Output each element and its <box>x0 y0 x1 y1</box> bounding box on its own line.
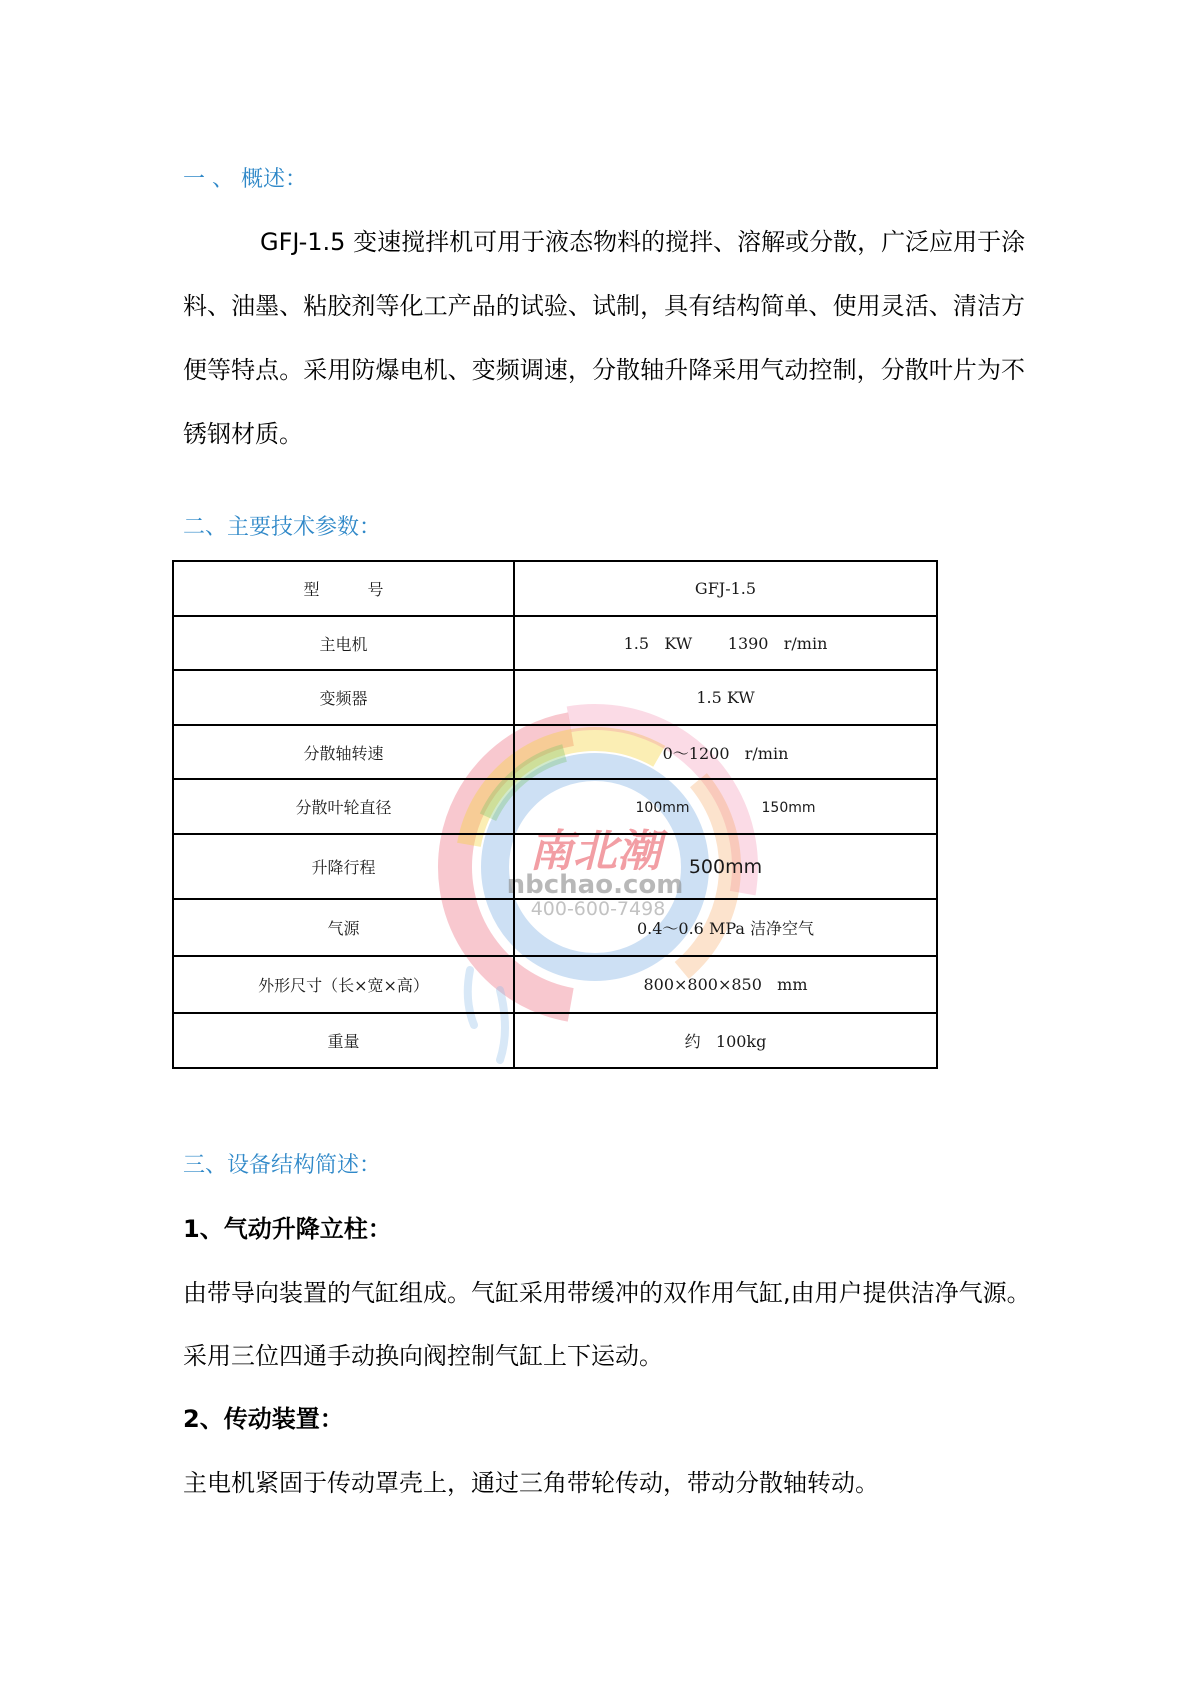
table-row <box>173 670 937 725</box>
param-value-pair <box>514 779 937 834</box>
param-label: 主电机 <box>173 616 514 670</box>
param-value: 100mm <box>635 800 690 816</box>
param-label: 分散叶轮直径 <box>173 779 514 834</box>
subsection-title-transmission: 2、传动装置： <box>183 1405 344 1433</box>
param-value: GFJ-1.5 <box>514 561 937 616</box>
param-value: 1.5 KW 1390 r/min <box>514 616 937 670</box>
table-row <box>173 561 937 616</box>
body-text-line: 由带导向装置的气缸组成。气缸采用带缓冲的双作用气缸,由用户提供洁净气源。 <box>183 1279 1031 1307</box>
overview-line: 便等特点。采用防爆电机、变频调速，分散轴升降采用气动控制，分散叶片为不 <box>183 356 1025 384</box>
param-label: 重量 <box>173 1013 514 1068</box>
parameters-table <box>172 560 938 1069</box>
overview-line: GFJ-1.5 变速搅拌机可用于液态物料的搅拌、溶解或分散，广泛应用于涂 <box>260 228 1026 256</box>
param-label: 气源 <box>173 899 514 956</box>
watermark-site: nbchao.com <box>506 870 684 900</box>
table-row <box>173 834 937 899</box>
param-value: 0～1200 r/min <box>514 725 937 779</box>
table-row <box>173 956 937 1013</box>
param-label: 升降行程 <box>173 834 514 899</box>
section-heading-overview: 一 、 概述： <box>183 167 307 192</box>
param-value: 500mm <box>514 834 937 899</box>
watermark-phone: 400-600-7498 <box>530 898 666 920</box>
param-label: 分散轴转速 <box>173 725 514 779</box>
table-row <box>173 725 937 779</box>
table-row <box>173 899 937 956</box>
param-label: 外形尺寸（长×宽×高） <box>173 956 514 1013</box>
table-row <box>173 1013 937 1068</box>
param-value: 0.4～0.6 MPa 洁净空气 <box>514 899 937 956</box>
table-row <box>173 779 937 834</box>
table-row <box>173 616 937 670</box>
param-value: 150mm <box>761 800 816 816</box>
param-label: 型 号 <box>173 561 514 616</box>
param-value: 约 100kg <box>514 1013 937 1068</box>
overview-line: 锈钢材质。 <box>183 420 303 448</box>
param-value: 1.5 KW <box>514 670 937 725</box>
overview-paragraph <box>183 210 1025 466</box>
param-value: 800×800×850 mm <box>514 956 937 1013</box>
body-text-line: 主电机紧固于传动罩壳上，通过三角带轮传动，带动分散轴转动。 <box>183 1469 879 1497</box>
watermark-brand: 南北潮 <box>529 826 661 877</box>
overview-line: 料、油墨、粘胶剂等化工产品的试验、试制，具有结构简单、使用灵活、清洁方 <box>183 292 1025 320</box>
body-text-line: 采用三位四通手动换向阀控制气缸上下运动。 <box>183 1342 663 1370</box>
section-heading-structure: 三、设备结构简述： <box>183 1153 382 1178</box>
section-heading-parameters: 二、主要技术参数： <box>183 515 382 540</box>
subsection-title-pneumatic-column: 1、气动升降立柱： <box>183 1215 392 1243</box>
param-label: 变频器 <box>173 670 514 725</box>
